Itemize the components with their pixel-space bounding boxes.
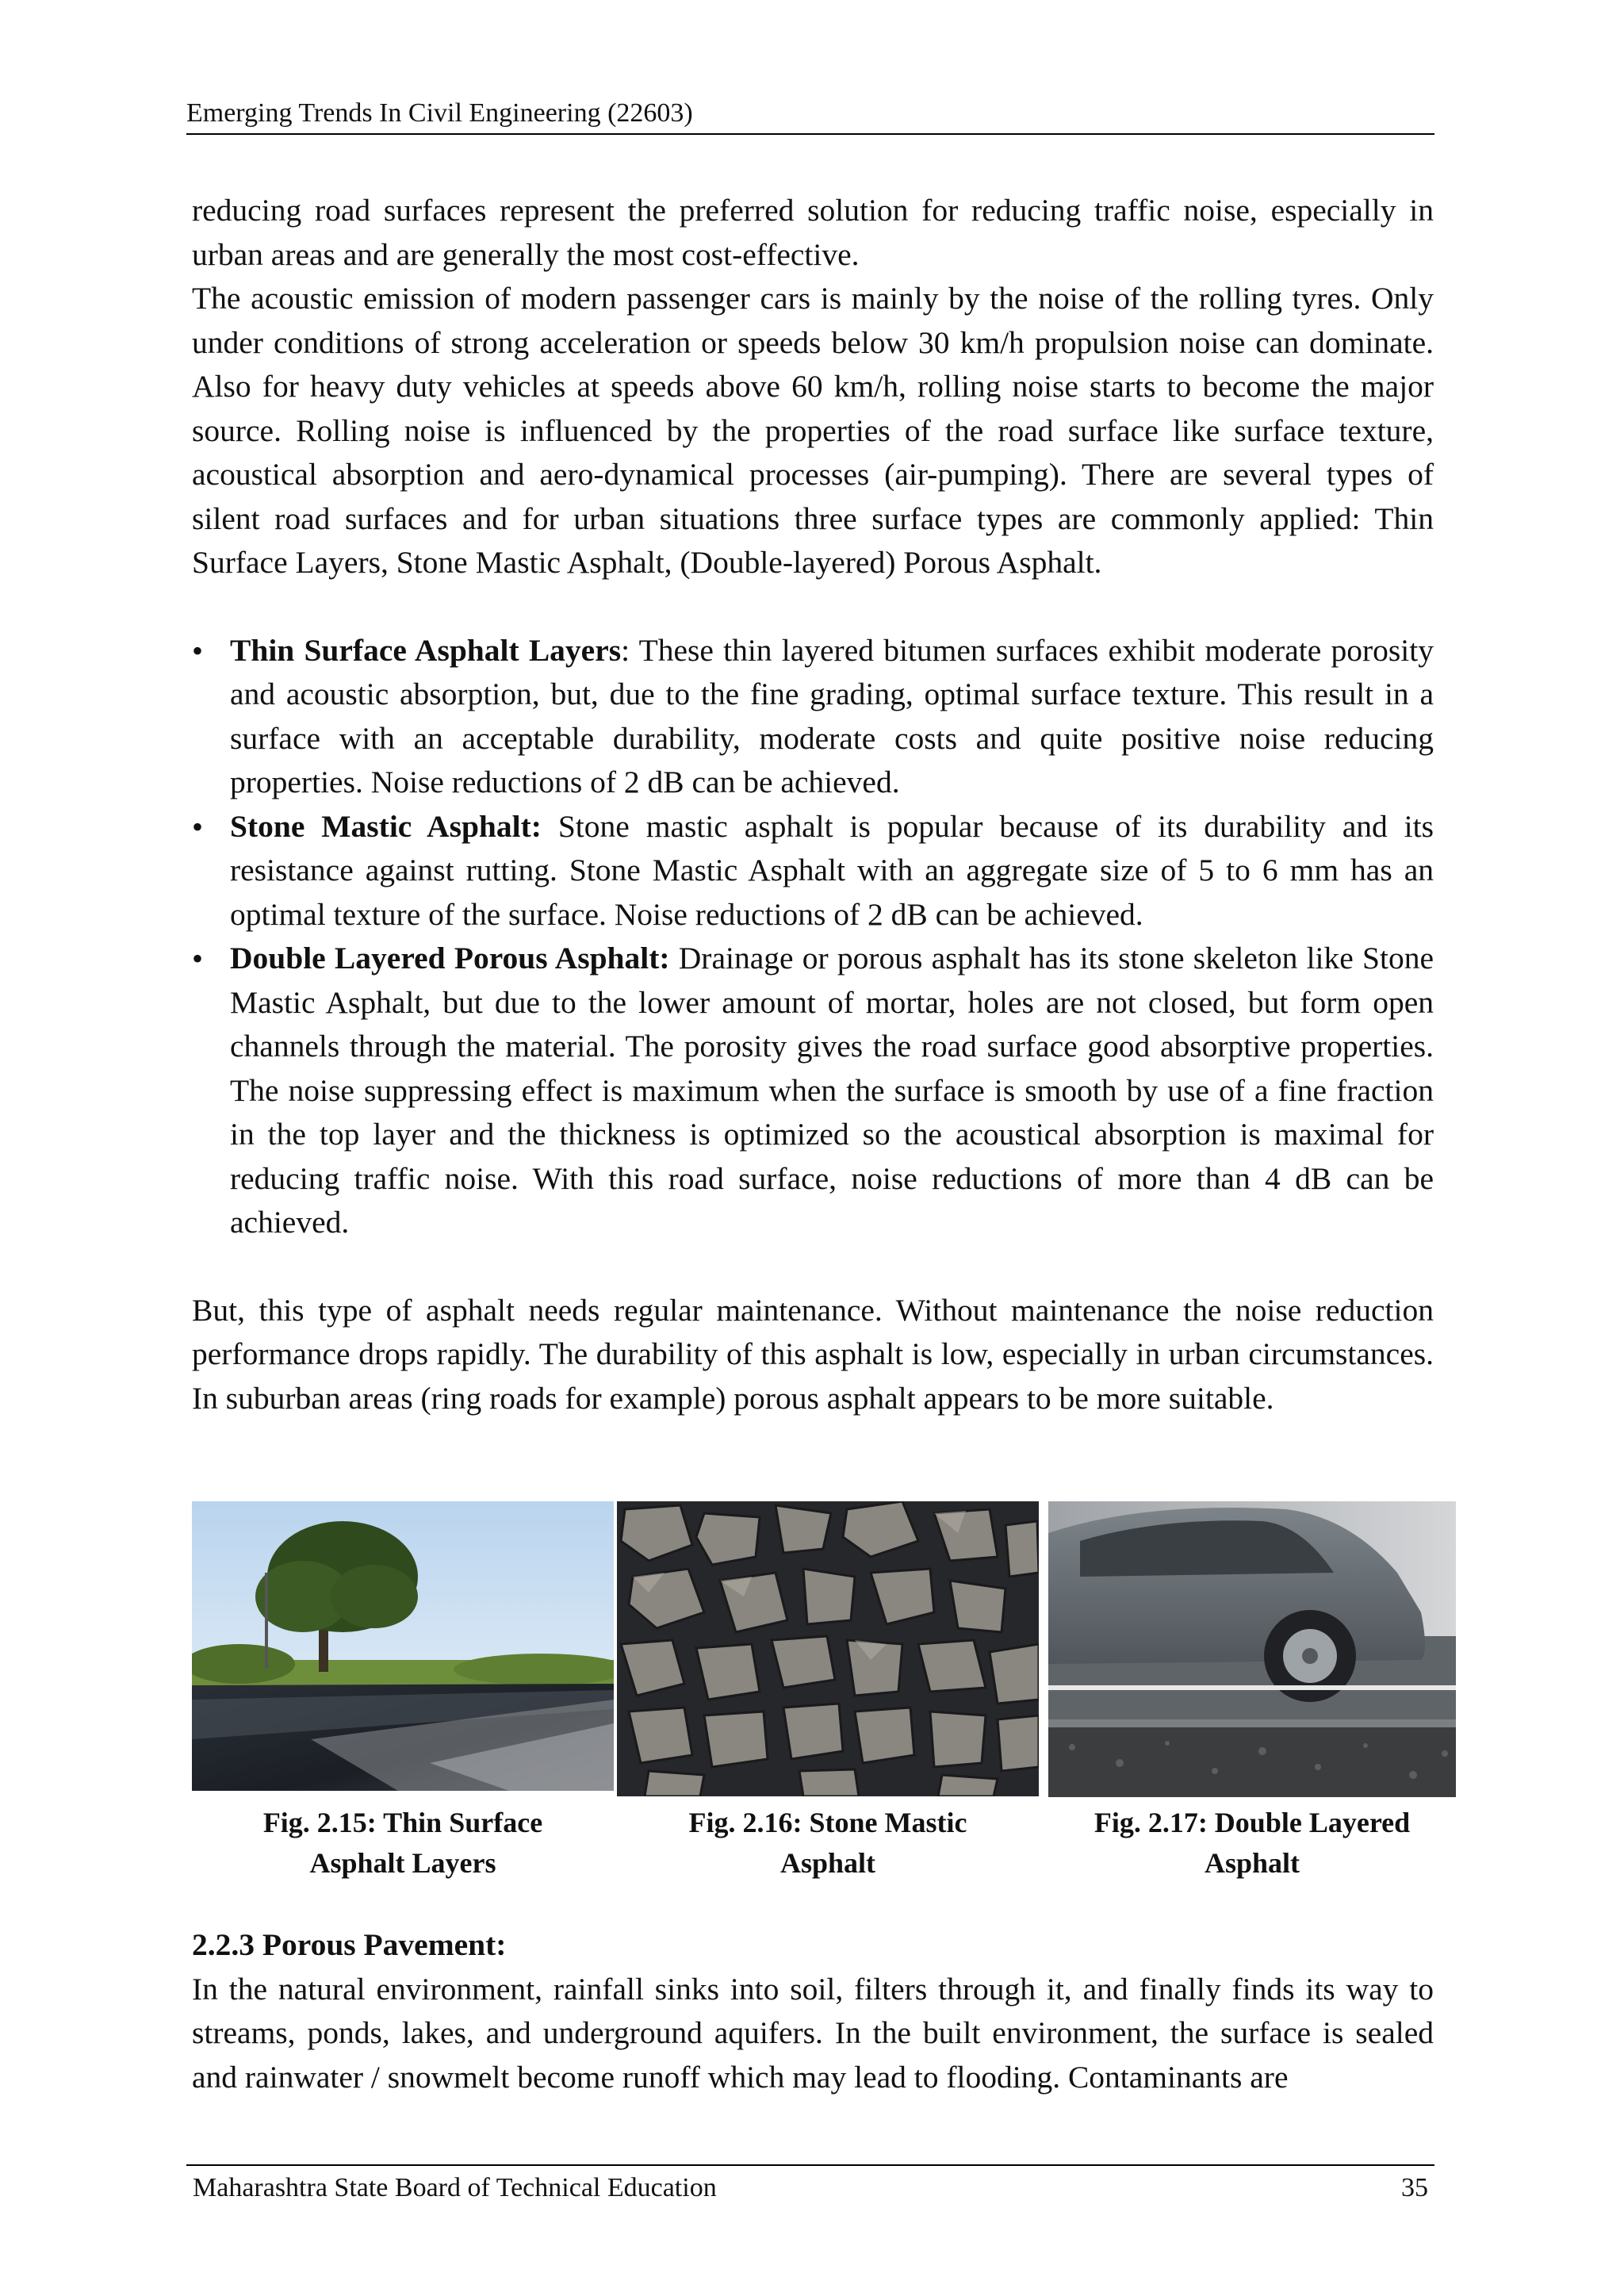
- caption-line: Fig. 2.16: Stone Mastic: [688, 1807, 967, 1838]
- figure-caption: [1048, 1803, 1456, 1884]
- list-item: [192, 805, 1434, 937]
- caption-line: Asphalt: [779, 1847, 876, 1879]
- bullet-text: Drainage or porous asphalt has its stone skeleton like Stone Mastic Asphalt, but due to the lower amount of mortar, holes are not closed, but form open channels through the material. The porosity gives the road surface good absorptive properties. The noise suppressing effect is maximum when the surface is smooth by use of a fine fraction in the top layer and the thickness is optimized so the acoustical absorption is maximal for reducing traffic noise. With this road surface, noise reductions of more than 4 dB can be achieved.: [230, 941, 1434, 1240]
- paragraph-intro: reducing road surfaces represent the preferred solution for reducing traffic noise, especially in urban areas and are generally the most cost-effective.: [192, 193, 1434, 272]
- list-item: [192, 629, 1434, 805]
- caption-line: Fig. 2.17: Double Layered: [1094, 1807, 1411, 1838]
- header-title: Emerging Trends In Civil Engineering (22603): [186, 98, 693, 128]
- paragraph-maintenance: But, this type of asphalt needs regular maintenance. Without maintenance the noise reduction performance drops rapidly. The durability of this asphalt is low, especially in urban circumstances. In suburban areas (ring roads for example) porous asphalt appears to be more suitable.: [192, 1292, 1434, 1416]
- figure-row: [192, 1501, 1456, 1894]
- stone-mastic-asphalt-photo: [617, 1501, 1039, 1796]
- figure-caption: [617, 1803, 1039, 1884]
- list-item: [192, 937, 1434, 1245]
- caption-line: Fig. 2.15: Thin Surface: [262, 1807, 543, 1838]
- bullet-term: Double Layered Porous Asphalt:: [230, 941, 670, 976]
- section-paragraph: In the natural environment, rainfall sinks into soil, filters through it, and finally finds its way to streams, ponds, lakes, and underground aquifers. In the built environment, the surface is sealed and rainwater / snowmelt become runoff which may lead to flooding. Contaminants are: [192, 1971, 1434, 2095]
- paragraph-gap: [192, 1245, 1434, 1289]
- caption-line: Asphalt: [1204, 1847, 1300, 1879]
- page-header: [186, 94, 1434, 135]
- paragraph-acoustic-emission: The acoustic emission of modern passenger cars is mainly by the noise of the rolling tyres. Only under conditions of strong acceleration or speeds below 30 km/h propulsion noise can dominate. Also for heavy duty vehicles at speeds above 60 km/h, rolling noise starts to become the major source. Rolling noise is influenced by the properties of the road surface like surface texture, acoustical absorption and aero-dynamical processes (air-pumping). There are several types of silent road surfaces and for urban situations three surface types are commonly applied: Thin Surface Layers, Stone Mastic Asphalt, (Double-layered) Porous Asphalt.: [192, 281, 1434, 580]
- thin-surface-asphalt-photo: [192, 1501, 614, 1791]
- bullet-term: Stone Mastic Asphalt:: [230, 808, 542, 844]
- bullet-text: Stone mastic asphalt is popular because of its durability and its resistance against rutting. Stone Mastic Asphalt with an aggregate size of 5 to 6 mm has an optimal texture of the surface. Noise reductions of 2 dB can be achieved.: [230, 808, 1434, 932]
- bullet-term: Thin Surface Asphalt Layers: [230, 632, 622, 668]
- bullet-text: : These thin layered bitumen surfaces exhibit moderate porosity and acoustic absorption, but, due to the fine grading, optimal surface texture. This result in a surface with an acceptable durability, moderate costs and quite positive noise reducing properties. Noise reductions of 2 dB can be achieved.: [230, 632, 1434, 799]
- page-footer: [186, 2164, 1434, 2202]
- section-porous-pavement: [192, 1923, 1434, 2099]
- body-text: [192, 189, 1434, 1420]
- section-heading: 2.2.3 Porous Pavement:: [192, 1927, 507, 1962]
- footer-organization: Maharashtra State Board of Technical Education: [193, 2173, 717, 2202]
- double-layered-asphalt-photo: [1048, 1501, 1456, 1797]
- surface-types-list: [192, 629, 1434, 1245]
- paragraph-gap: [192, 585, 1434, 629]
- page-number: 35: [1401, 2173, 1428, 2202]
- caption-line: Asphalt Layers: [309, 1847, 496, 1879]
- figure-caption: [192, 1803, 614, 1884]
